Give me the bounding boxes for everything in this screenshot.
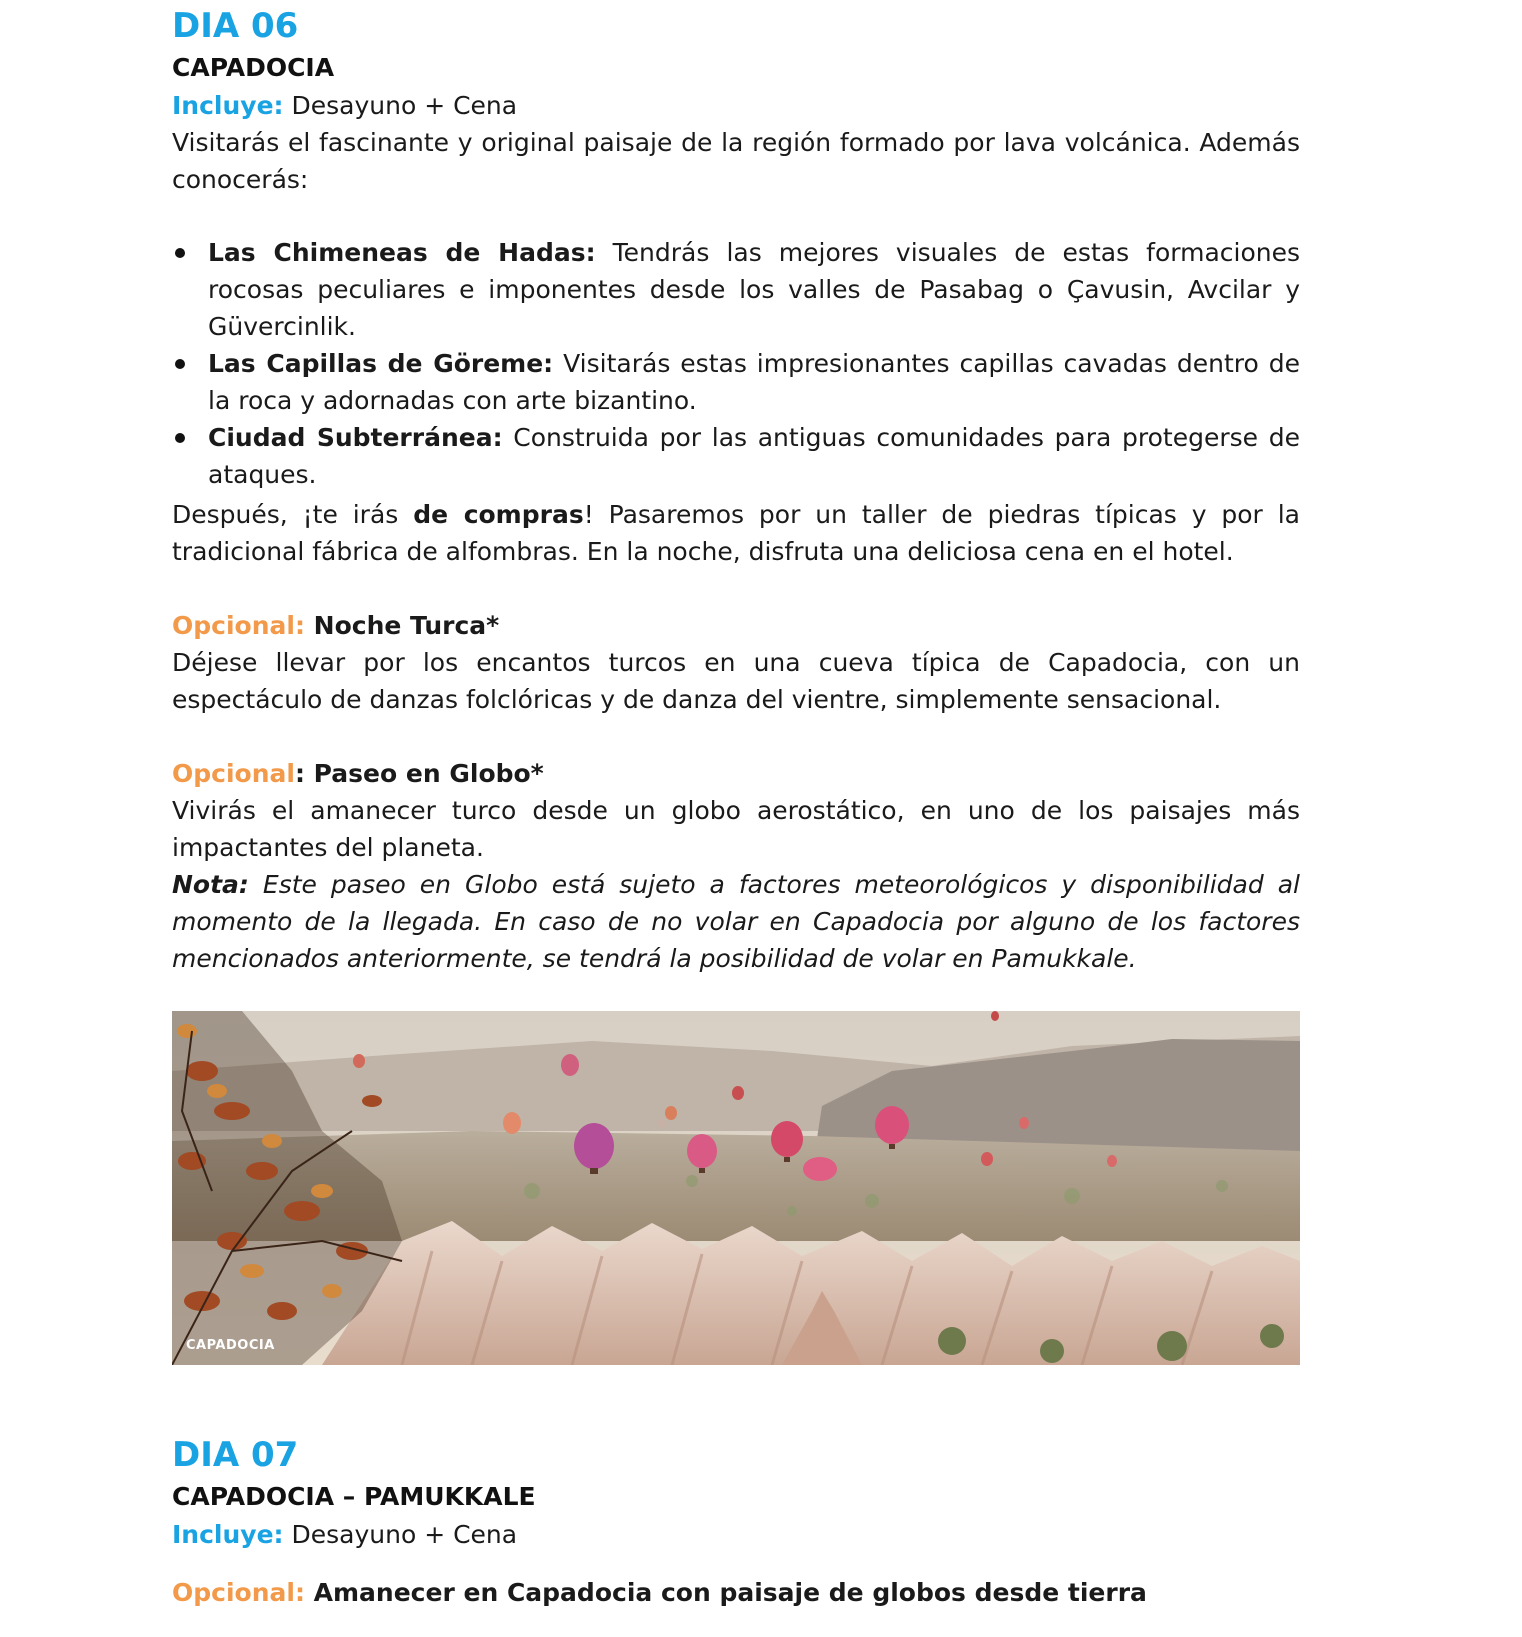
shopping-bold: de compras [413,500,584,529]
optional-paseo-globo-text: Vivirás el amanecer turco desde un globo aerostático, en uno de los paisajes más impactantes del planeta. [172,796,1300,862]
attractions-list [172,234,1300,493]
photo-caption: CAPADOCIA [186,1338,275,1353]
optional-label: Opcional: [172,611,305,640]
landscape-illustration [172,1011,1300,1365]
list-item [172,345,1300,419]
bullet-icon [175,359,185,369]
includes-label: Incluye: [172,91,284,120]
shopping-text-post: ! Pasaremos por un taller de piedras típicas y por la tradicional fábrica de alfombras. En la noche, disfruta una deliciosa cena en el hotel. [172,500,1300,566]
optional-colon: : [294,759,305,788]
day-07-includes [172,1516,1300,1553]
day-06-heading: DIA 06 [172,6,299,46]
optional-label: Opcional: [172,1578,305,1607]
optional-paseo-globo [172,755,1300,792]
attraction-title: Las Chimeneas de Hadas: [208,238,596,267]
attraction-text: Tendrás las mejores visuales de estas formaciones rocosas peculiares e imponentes desde los valles de Pasabag o Çavusin, Avcilar y Güvercinlik. [208,238,1300,341]
note-text: Este paseo en Globo está sujeto a factores meteorológicos y disponibilidad al momento de la llegada. En caso de no volar en Capadocia por alguno de los factores mencionados anteriormente, se tendrá la posibilidad de volar en Pamukkale. [172,870,1300,973]
optional-title: Amanecer en Capadocia con paisaje de globos desde tierra [304,1578,1147,1607]
includes-label: Incluye: [172,1520,284,1549]
attraction-text: Construida por las antiguas comunidades para protegerse de ataques. [208,423,1300,489]
shopping-text-pre: Después, ¡te irás [172,500,414,529]
day-06-intro: Visitarás el fascinante y original paisaje de la región formado por lava volcánica. Además conocerás: [172,128,1300,194]
note-label: Nota: [172,870,249,899]
day-06-includes [172,87,1300,124]
optional-label: Opcional [172,759,295,788]
optional-title: Paseo en Globo* [304,759,544,788]
day-07-optional [172,1574,1300,1611]
optional-noche-turca-text: Déjese llevar por los encantos turcos en una cueva típica de Capadocia, con un espectáculo de danzas folclóricas y de danza del vientre, simplemente sensacional. [172,648,1300,714]
day-06-city: CAPADOCIA [172,53,335,82]
bullet-icon [175,433,185,443]
attraction-title: Las Capillas de Göreme: [208,349,554,378]
bullet-icon [175,248,185,258]
attraction-title: Ciudad Subterránea: [208,423,503,452]
includes-value: Desayuno + Cena [283,1520,518,1549]
note-paragraph [172,866,1300,977]
list-item [172,419,1300,493]
day-07-city: CAPADOCIA – PAMUKKALE [172,1482,536,1511]
optional-noche-turca [172,607,1300,644]
shopping-paragraph [172,496,1300,570]
optional-title: Noche Turca* [304,611,500,640]
list-item [172,234,1300,345]
cappadocia-photo [172,1011,1300,1365]
includes-value: Desayuno + Cena [283,91,518,120]
day-07-heading: DIA 07 [172,1435,299,1475]
attraction-text: Visitarás estas impresionantes capillas cavadas dentro de la roca y adornadas con arte bizantino. [208,349,1300,415]
